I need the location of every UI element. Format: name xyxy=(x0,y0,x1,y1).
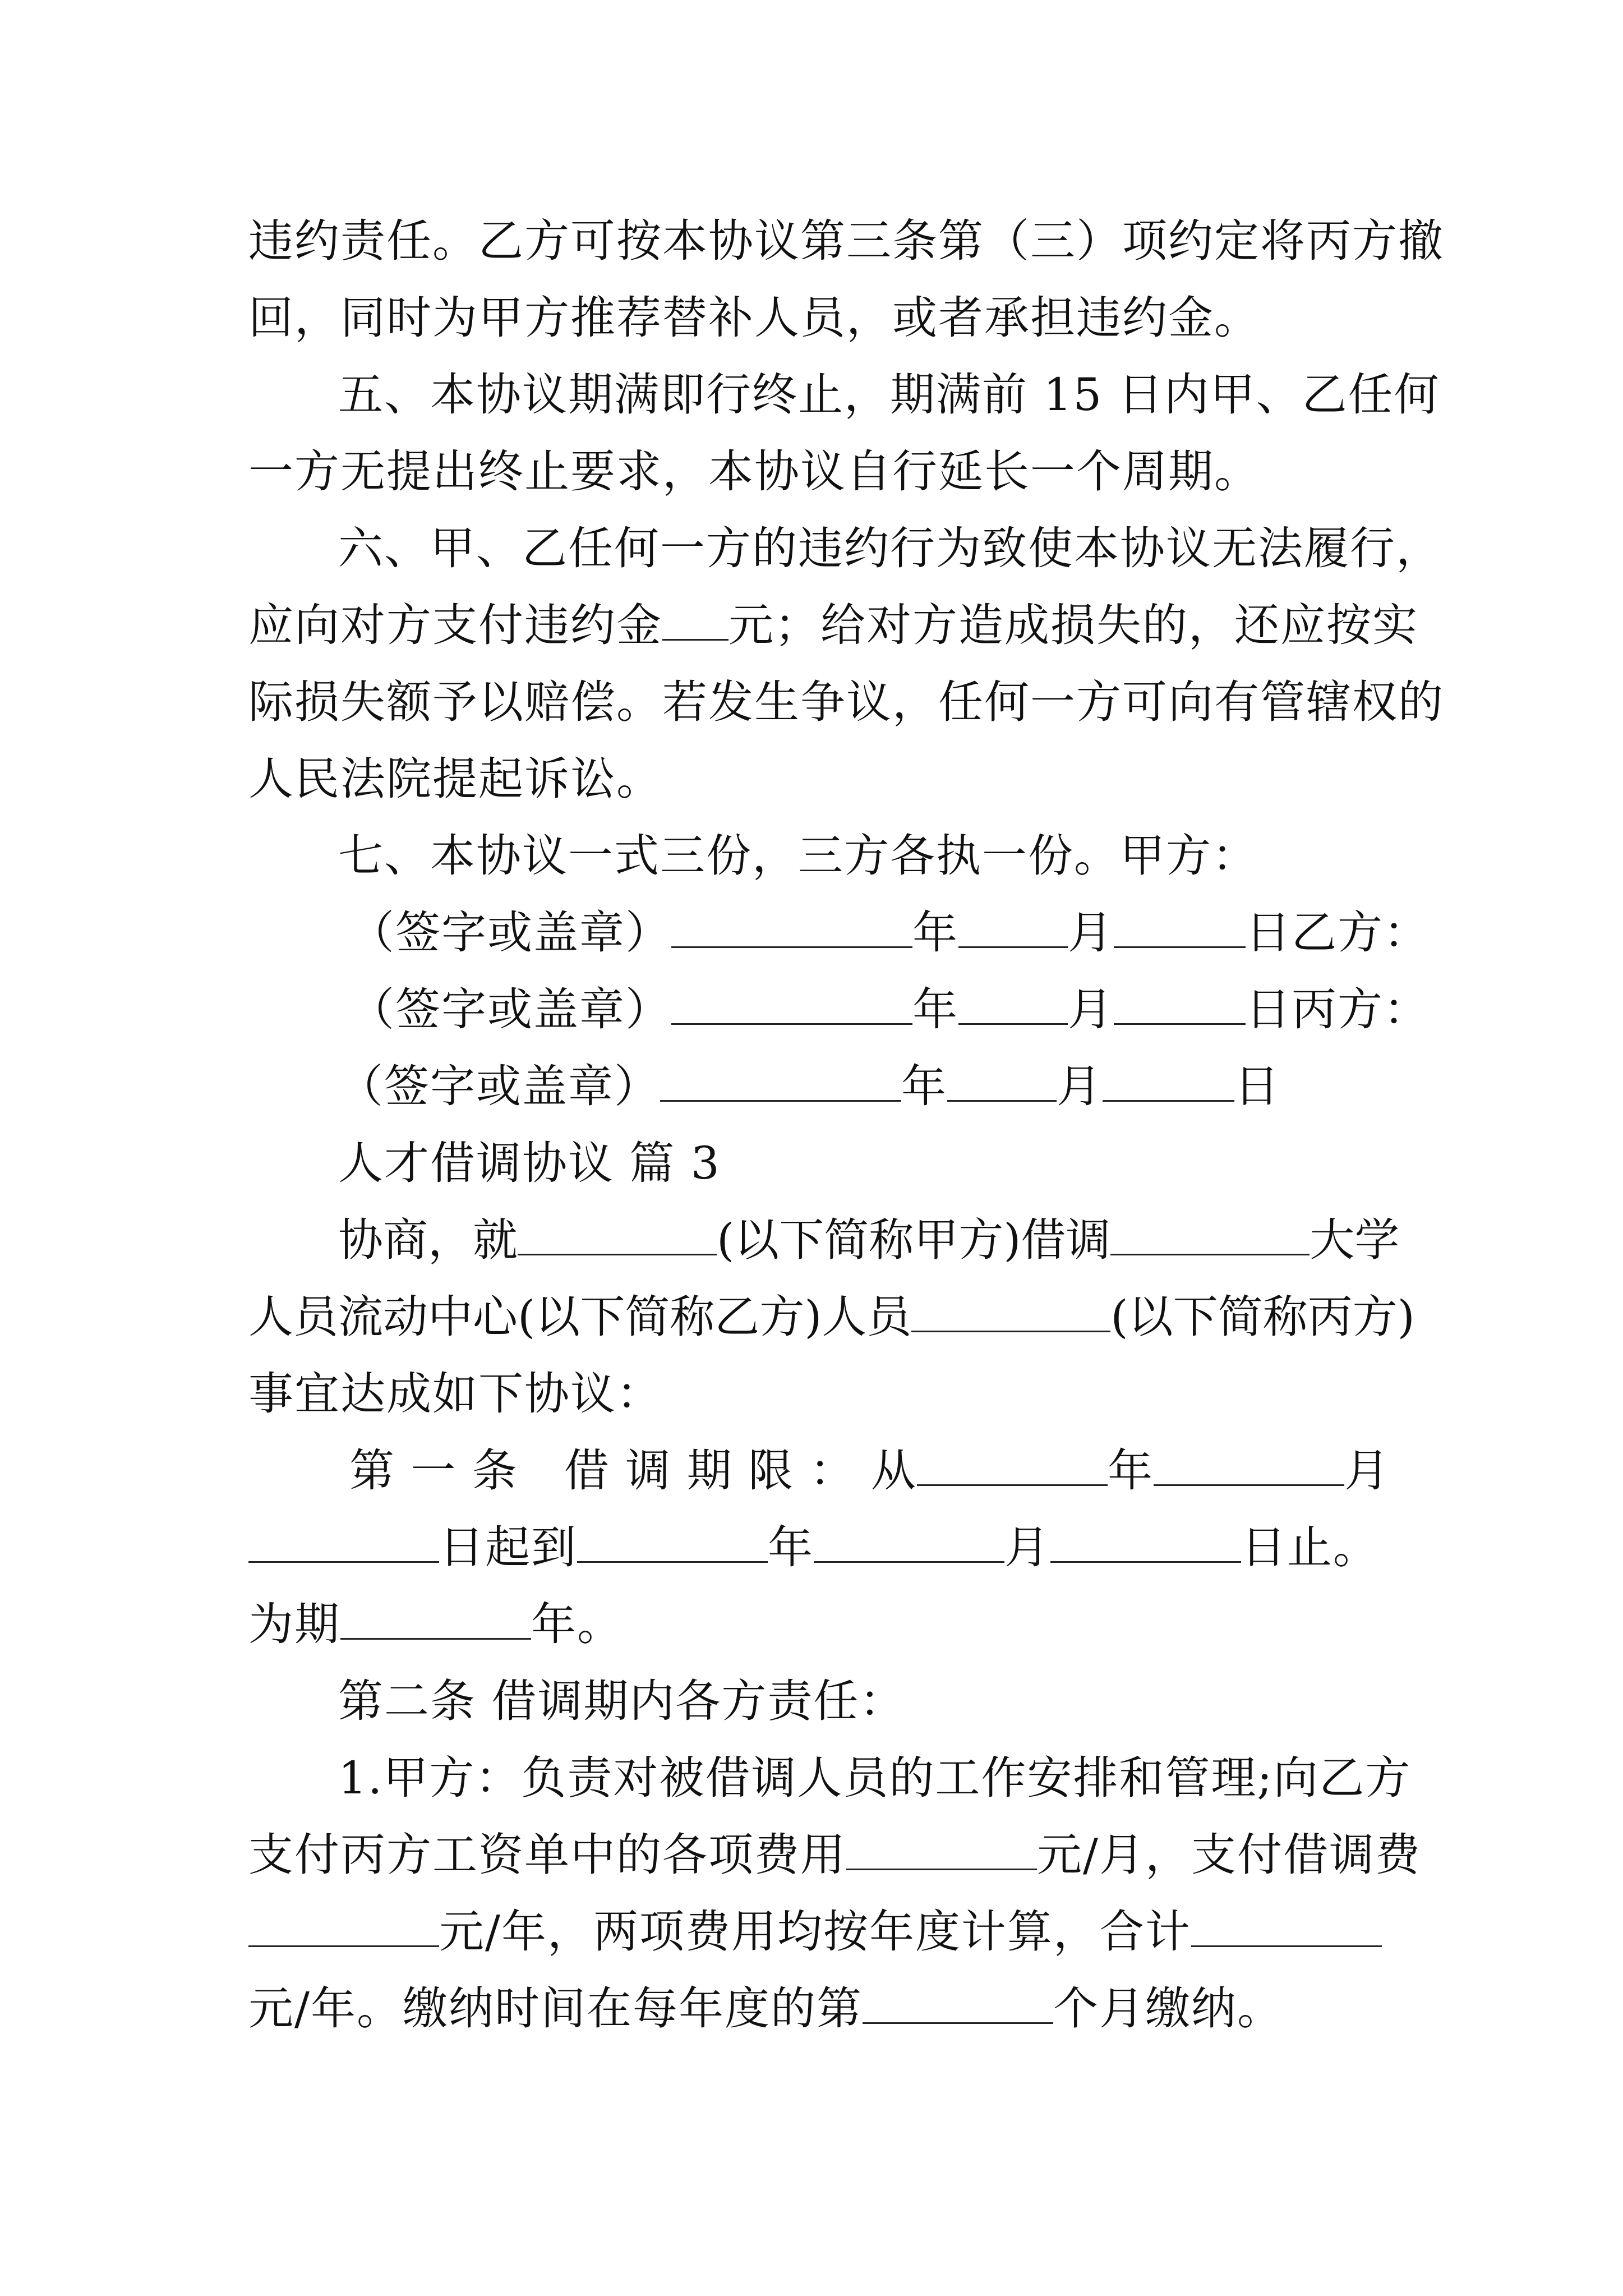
intro-text-b: (以下简称丙方) xyxy=(1110,1291,1415,1343)
blank-day xyxy=(1103,1059,1234,1102)
month-label: 月 xyxy=(1068,907,1114,959)
blank-day xyxy=(1050,1520,1241,1563)
intro-text-b: (以下简称甲方)借调 xyxy=(717,1214,1111,1266)
sign-label: （签字或盖章） xyxy=(349,907,671,959)
duty-line-1: 1.甲方：负责对被借调人员的工作安排和管理;向乙方 xyxy=(338,1752,1412,1804)
term-text-a: 第 一 条 借 调 期 限 ： 从 xyxy=(349,1444,917,1497)
blank-period xyxy=(340,1596,531,1640)
signature-line-2 xyxy=(349,982,1488,1038)
blank-month xyxy=(958,982,1068,1025)
text-line: 一方无提出终止要求，本协议自行延长一个周期。 xyxy=(248,445,1260,498)
blank-university xyxy=(1110,1212,1310,1255)
sign-label: （签字或盖章） xyxy=(349,983,671,1036)
intro-line-2 xyxy=(248,1289,1415,1345)
duty-text-b: 个月缴纳。 xyxy=(1053,1982,1283,2035)
blank-year xyxy=(577,1520,768,1563)
day-label: 日丙方： xyxy=(1246,983,1430,1036)
intro-line-1 xyxy=(338,1212,1477,1268)
blank-total xyxy=(1191,1904,1382,1947)
blank-signature xyxy=(660,1059,901,1102)
signature-line-1 xyxy=(349,905,1488,961)
sign-label: （签字或盖章） xyxy=(338,1060,660,1112)
term-line-3 xyxy=(248,1596,1387,1653)
blank-party-a xyxy=(518,1212,717,1255)
intro-text-a: 协商，就 xyxy=(338,1214,518,1266)
blank-month xyxy=(1154,1443,1344,1486)
text-line: 际损失额予以赔偿。若发生争议，任何一方可向有管辖权的 xyxy=(248,676,1444,728)
blank-month xyxy=(947,1059,1057,1102)
year-label: 年 xyxy=(901,1060,947,1112)
duty-text-a: 元/年，两项费用均按年度计算，合计 xyxy=(439,1906,1191,1958)
duty-text-a: 支付丙方工资单中的各项费用 xyxy=(248,1829,846,1881)
year-label: 年 xyxy=(768,1521,814,1573)
signature-line-3 xyxy=(338,1059,1477,1115)
penalty-text-a: 应向对方支付违约金 xyxy=(248,599,662,651)
blank-month-number xyxy=(863,1981,1053,2024)
term-text-a: 为期 xyxy=(248,1598,340,1650)
blank-month xyxy=(814,1520,1004,1563)
year-label: 年 xyxy=(912,983,958,1036)
text-line: 六、甲、乙任何一方的违约行为致使本协议无法履行， xyxy=(338,522,1442,574)
blank-signature xyxy=(671,905,912,948)
blank-amount xyxy=(662,597,728,641)
blank-day xyxy=(248,1520,439,1563)
section-heading: 人才借调协议 篇 3 xyxy=(338,1137,721,1189)
year-label: 年 xyxy=(912,907,958,959)
blank-year xyxy=(917,1443,1108,1486)
term-line-2 xyxy=(248,1520,1387,1576)
term-text-a: 日起到 xyxy=(439,1521,577,1573)
duty-line-4 xyxy=(248,1981,1387,2037)
duty-line-3 xyxy=(248,1904,1387,1960)
intro-text-c: 大学 xyxy=(1310,1214,1400,1266)
term-text-b: 年。 xyxy=(531,1598,623,1650)
month-label: 月 xyxy=(1344,1444,1391,1497)
blank-day xyxy=(1114,982,1246,1025)
blank-signature xyxy=(671,982,912,1025)
text-line: 回，同时为甲方推荐替补人员，或者承担违约金。 xyxy=(248,292,1260,344)
text-line: 五、本协议期满即行终止，期满前 15 日内甲、乙任何 xyxy=(338,369,1440,421)
blank-person xyxy=(911,1289,1110,1332)
text-line: 七、本协议一式三份，三方各执一份。甲方： xyxy=(338,830,1258,882)
duty-text-b: 元/月，支付借调费 xyxy=(1037,1829,1421,1881)
duty-text-a: 元/年。缴纳时间在每年度的第 xyxy=(248,1982,863,2035)
text-line: 第二条 借调期内各方责任： xyxy=(338,1675,906,1727)
blank-fee xyxy=(248,1904,439,1947)
blank-day xyxy=(1114,905,1246,948)
month-label: 月 xyxy=(1068,983,1114,1036)
intro-text-a: 人员流动中心(以下简称乙方)人员 xyxy=(248,1291,912,1343)
month-label: 月 xyxy=(1004,1521,1050,1573)
text-line: 事宜达成如下协议： xyxy=(248,1368,662,1420)
text-line: 人民法院提起诉讼。 xyxy=(248,753,662,805)
day-label: 日乙方： xyxy=(1246,907,1430,959)
day-label: 日 xyxy=(1234,1060,1280,1112)
blank-salary xyxy=(846,1827,1037,1870)
blank-month xyxy=(958,905,1068,948)
penalty-line xyxy=(248,597,1418,654)
text-line: 违约责任。乙方可按本协议第三条第（三）项约定将丙方撤 xyxy=(248,215,1444,267)
term-text-d: 日止。 xyxy=(1241,1521,1379,1573)
duty-line-2 xyxy=(248,1827,1421,1883)
penalty-text-b: 元；给对方造成损失的，还应按实 xyxy=(728,599,1418,651)
month-label: 月 xyxy=(1057,1060,1103,1112)
term-line-1 xyxy=(349,1443,1488,1499)
year-label: 年 xyxy=(1108,1444,1154,1497)
